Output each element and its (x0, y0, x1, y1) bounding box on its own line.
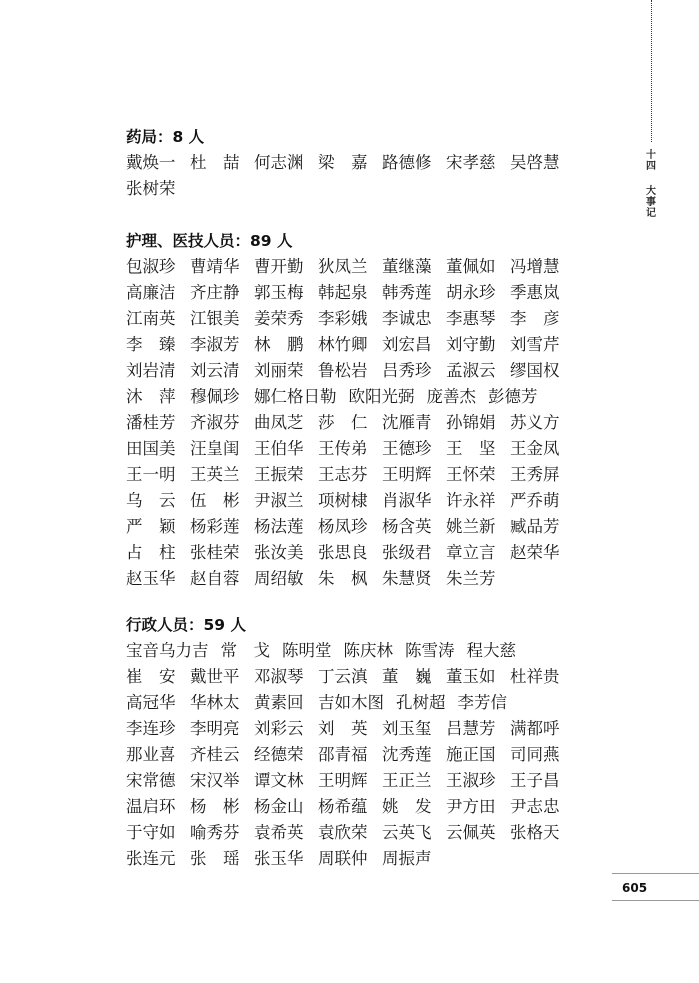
name-row (126, 794, 606, 820)
person-name: 李 臻 (126, 335, 176, 354)
name-row (126, 638, 606, 664)
person-name: 施正国 (446, 745, 496, 764)
chapter-number-char: 十 (646, 150, 656, 161)
person-name: 李诚忠 (382, 309, 432, 328)
person-name: 王金凤 (510, 439, 560, 458)
section-administration (126, 612, 606, 872)
person-name: 张连元 (126, 849, 176, 868)
person-name: 王志芬 (318, 465, 368, 484)
person-name: 吴啓慧 (510, 153, 560, 172)
person-name: 韩秀莲 (382, 283, 432, 302)
person-name: 江南英 (126, 309, 176, 328)
page-number-rule (612, 900, 699, 901)
person-name: 狄凤兰 (318, 257, 368, 276)
person-name: 崔 安 (126, 667, 176, 686)
person-name: 姚 发 (382, 797, 432, 816)
person-name: 伍 彬 (190, 491, 240, 510)
person-name: 陈庆林 (343, 641, 393, 660)
person-name: 王怀荣 (446, 465, 496, 484)
person-name: 陈雪涛 (405, 641, 455, 660)
name-row (126, 664, 606, 690)
person-name: 云英飞 (382, 823, 432, 842)
person-name: 经德荣 (254, 745, 304, 764)
chapter-marker (641, 150, 661, 219)
person-name: 李彩娥 (318, 309, 368, 328)
person-name: 杨 彬 (190, 797, 240, 816)
person-name: 王淑珍 (446, 771, 496, 790)
person-name: 朱慧贤 (382, 569, 432, 588)
person-name: 谭文林 (254, 771, 304, 790)
name-row (126, 358, 606, 384)
person-name: 张 瑶 (190, 849, 240, 868)
person-name: 王 坚 (446, 439, 496, 458)
person-name: 王明辉 (382, 465, 432, 484)
person-name: 王德珍 (382, 439, 432, 458)
person-name: 王子昌 (510, 771, 560, 790)
person-name: 吕慧芳 (446, 719, 496, 738)
person-name: 江银美 (190, 309, 240, 328)
person-name: 张格天 (510, 823, 560, 842)
person-name: 喻秀芬 (190, 823, 240, 842)
person-name: 穆佩珍 (190, 387, 240, 406)
person-name: 尹志忠 (510, 797, 560, 816)
person-name: 梁 嘉 (318, 153, 368, 172)
person-name: 周绍敏 (254, 569, 304, 588)
person-name: 于守如 (126, 823, 176, 842)
person-name: 那业喜 (126, 745, 176, 764)
person-name: 尹方田 (446, 797, 496, 816)
person-name: 季惠岚 (510, 283, 560, 302)
person-name: 李淑芳 (190, 335, 240, 354)
person-name: 林 鹏 (254, 335, 304, 354)
person-name: 章立言 (446, 543, 496, 562)
person-name: 张玉华 (254, 849, 304, 868)
person-name: 王振荣 (254, 465, 304, 484)
name-row (126, 768, 606, 794)
name-list (126, 150, 606, 202)
dotted-rule (651, 0, 652, 142)
person-name: 丁云滇 (318, 667, 368, 686)
person-name: 姚兰新 (446, 517, 496, 536)
person-name: 云佩英 (446, 823, 496, 842)
person-name: 杨彩莲 (190, 517, 240, 536)
person-name: 邵青福 (318, 745, 368, 764)
person-name: 何志渊 (254, 153, 304, 172)
person-name: 齐淑芬 (190, 413, 240, 432)
name-row (126, 150, 606, 176)
person-name: 路德修 (382, 153, 432, 172)
person-name: 沈秀莲 (382, 745, 432, 764)
person-name: 严 颖 (126, 517, 176, 536)
person-name: 李芳信 (457, 693, 507, 712)
person-name: 刘守勤 (446, 335, 496, 354)
person-name: 周联仲 (318, 849, 368, 868)
person-name: 温启环 (126, 797, 176, 816)
person-name: 周振声 (382, 849, 432, 868)
person-name: 许永祥 (446, 491, 496, 510)
person-name: 董继藻 (382, 257, 432, 276)
person-name: 邓淑琴 (254, 667, 304, 686)
person-name: 李连珍 (126, 719, 176, 738)
person-name: 高廉洁 (126, 283, 176, 302)
chapter-title-char: 大 (646, 186, 656, 197)
person-name: 齐桂云 (190, 745, 240, 764)
person-name: 欧阳光弼 (348, 387, 415, 406)
person-name: 戴世平 (190, 667, 240, 686)
person-name: 杨希蕴 (318, 797, 368, 816)
person-name: 庞善杰 (426, 387, 476, 406)
name-row (126, 332, 606, 358)
person-name: 沈雁青 (382, 413, 432, 432)
person-name: 田国美 (126, 439, 176, 458)
person-name: 莎 仁 (318, 413, 368, 432)
person-name: 潘桂芳 (126, 413, 176, 432)
person-name: 姜荣秀 (254, 309, 304, 328)
person-name: 刘云清 (190, 361, 240, 380)
person-name: 杜 喆 (190, 153, 240, 172)
person-name: 李 彦 (510, 309, 560, 328)
person-name: 王一明 (126, 465, 176, 484)
name-row (126, 280, 606, 306)
person-name: 韩起泉 (318, 283, 368, 302)
person-name: 林竹卿 (318, 335, 368, 354)
chapter-number-char: 四 (646, 161, 656, 172)
chapter-title-char: 记 (646, 208, 656, 219)
person-name: 张汝美 (254, 543, 304, 562)
person-name: 司同燕 (510, 745, 560, 764)
chapter-title (641, 186, 661, 219)
person-name: 朱兰芳 (446, 569, 496, 588)
person-name: 乌 云 (126, 491, 176, 510)
person-name: 宋汉举 (190, 771, 240, 790)
person-name: 鲁松岩 (318, 361, 368, 380)
section-pharmacy (126, 124, 606, 202)
person-name: 宝音乌力吉 (126, 641, 209, 660)
person-name: 包淑珍 (126, 257, 176, 276)
person-name: 袁希英 (254, 823, 304, 842)
person-name: 曹开勤 (254, 257, 304, 276)
person-name: 臧品芳 (510, 517, 560, 536)
person-name: 张思良 (318, 543, 368, 562)
person-name: 苏义方 (510, 413, 560, 432)
name-row (126, 540, 606, 566)
person-name: 王正兰 (382, 771, 432, 790)
person-name: 占 柱 (126, 543, 176, 562)
name-list (126, 254, 606, 592)
person-name: 尹淑兰 (254, 491, 304, 510)
person-name: 杨金山 (254, 797, 304, 816)
section-heading: 护理、医技人员：89 人 (126, 232, 293, 250)
person-name: 赵自蓉 (190, 569, 240, 588)
person-name: 满都呼 (510, 719, 560, 738)
name-list (126, 638, 606, 872)
person-name: 宋孝慈 (446, 153, 496, 172)
person-name: 孙锦娟 (446, 413, 496, 432)
person-name: 沐 萍 (126, 387, 176, 406)
name-row (126, 384, 606, 410)
person-name: 王英兰 (190, 465, 240, 484)
person-name: 朱 枫 (318, 569, 368, 588)
person-name: 缪国权 (510, 361, 560, 380)
person-name: 刘彩云 (254, 719, 304, 738)
person-name: 高冠华 (126, 693, 176, 712)
name-row (126, 742, 606, 768)
person-name: 杨法莲 (254, 517, 304, 536)
person-name: 刘丽荣 (254, 361, 304, 380)
person-name: 刘岩清 (126, 361, 176, 380)
name-row (126, 846, 606, 872)
name-row (126, 306, 606, 332)
name-row (126, 566, 606, 592)
person-name: 华林太 (190, 693, 240, 712)
section-nursing-medtech (126, 228, 606, 592)
page-number: 605 (622, 881, 648, 895)
person-name: 胡永珍 (446, 283, 496, 302)
name-row (126, 690, 606, 716)
person-name: 张树荣 (126, 179, 176, 198)
chapter-number (641, 150, 661, 172)
person-name: 吉如木图 (318, 693, 384, 712)
person-name: 李惠琴 (446, 309, 496, 328)
person-name: 王秀屏 (510, 465, 560, 484)
section-heading: 行政人员：59 人 (126, 616, 246, 634)
person-name: 宋常德 (126, 771, 176, 790)
person-name: 袁欣荣 (318, 823, 368, 842)
person-name: 王传弟 (318, 439, 368, 458)
person-name: 冯增慧 (510, 257, 560, 276)
name-row (126, 436, 606, 462)
person-name: 齐庄静 (190, 283, 240, 302)
name-row (126, 716, 606, 742)
person-name: 戴焕一 (126, 153, 176, 172)
person-name: 刘玉玺 (382, 719, 432, 738)
person-name: 娜仁格日勒 (254, 387, 337, 406)
person-name: 项树棣 (318, 491, 368, 510)
person-name: 刘宏昌 (382, 335, 432, 354)
name-row (126, 254, 606, 280)
person-name: 常 戈 (220, 641, 270, 660)
person-name: 董 巍 (382, 667, 432, 686)
person-name: 曲凤芝 (254, 413, 304, 432)
person-name: 张级君 (382, 543, 432, 562)
person-name: 彭德芳 (488, 387, 538, 406)
person-name: 赵玉华 (126, 569, 176, 588)
person-name: 张桂荣 (190, 543, 240, 562)
person-name: 刘雪芹 (510, 335, 560, 354)
person-name: 曹靖华 (190, 257, 240, 276)
person-name: 汪皇闺 (190, 439, 240, 458)
chapter-title-char: 事 (646, 197, 656, 208)
person-name: 严乔萌 (510, 491, 560, 510)
name-row (126, 514, 606, 540)
person-name: 杜祥贵 (510, 667, 560, 686)
person-name: 陈明堂 (282, 641, 332, 660)
person-name: 黄素回 (254, 693, 304, 712)
person-name: 王伯华 (254, 439, 304, 458)
name-row (126, 410, 606, 436)
person-name: 刘 英 (318, 719, 368, 738)
person-name: 王明辉 (318, 771, 368, 790)
person-name: 吕秀珍 (382, 361, 432, 380)
person-name: 杨凤珍 (318, 517, 368, 536)
person-name: 赵荣华 (510, 543, 560, 562)
person-name: 孟淑云 (446, 361, 496, 380)
person-name: 郭玉梅 (254, 283, 304, 302)
person-name: 董佩如 (446, 257, 496, 276)
name-row (126, 462, 606, 488)
name-row (126, 176, 606, 202)
person-name: 程大慈 (466, 641, 516, 660)
person-name: 李明亮 (190, 719, 240, 738)
person-name: 董玉如 (446, 667, 496, 686)
person-name: 孔树超 (396, 693, 446, 712)
name-row (126, 488, 606, 514)
name-row (126, 820, 606, 846)
page-number-box (612, 873, 699, 902)
person-name: 杨含英 (382, 517, 432, 536)
person-name: 肖淑华 (382, 491, 432, 510)
section-heading: 药局：8 人 (126, 128, 205, 146)
